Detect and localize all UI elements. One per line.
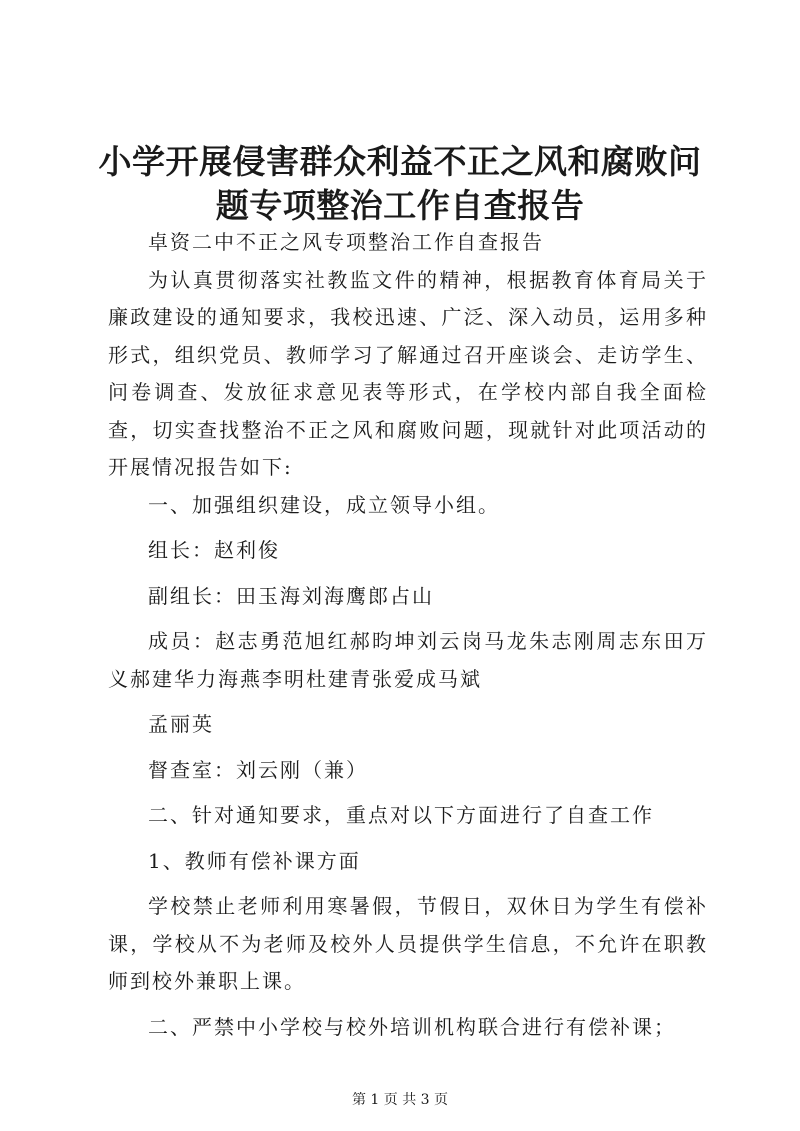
paragraph-leader: 组长：赵利俊 <box>148 538 280 562</box>
paragraph-subsection-heading: 1、教师有偿补课方面 <box>148 848 361 873</box>
paragraph-body: 学校禁止老师利用寒暑假，节假日，双休日为学生有偿补课，学校从不为老师及校外人员提供学生信息，不允许在职教师到校外兼职上课。 <box>108 894 708 993</box>
paragraph-subtitle: 卓资二中不正之风专项整治工作自查报告 <box>148 230 544 254</box>
paragraph-section-heading: 一、加强组织建设，成立领导小组。 <box>148 492 500 517</box>
paragraph-member-continued: 孟丽英 <box>148 712 214 736</box>
paragraph-section-heading: 二、针对通知要求，重点对以下方面进行了自查工作 <box>148 803 654 827</box>
document-body <box>108 224 708 1046</box>
paragraph-members: 成员：赵志勇范旭红郝昀坤刘云岗马龙朱志刚周志东田万义郝建华力海燕李明杜建青张爱成马斌 <box>108 629 708 691</box>
paragraph-supervision-office: 督查室：刘云刚（兼） <box>148 757 368 782</box>
paragraph-body: 二、严禁中小学校与校外培训机构联合进行有偿补课； <box>148 1014 676 1039</box>
document-title: 小学开展侵害群众利益不正之风和腐败问题专项整治工作自查报告 <box>98 142 702 225</box>
paragraph-intro: 为认真贯彻落实社教监文件的精神，根据教育体育局关于廉政建设的通知要求，我校迅速、广泛、深入动员，运用多种形式，组织党员、教师学习了解通过召开座谈会、走访学生、问卷调查、发放征求意见表等形式，在学校内部自我全面检查，切实查找整治不正之风和腐败问题，现就针对此项活动的开展情况报告如下: <box>108 267 708 479</box>
paragraph-deputy-leaders: 副组长：田玉海刘海鹰郎占山 <box>148 583 434 608</box>
page-footer: 第 1 页 共 3 页 <box>351 1092 449 1108</box>
